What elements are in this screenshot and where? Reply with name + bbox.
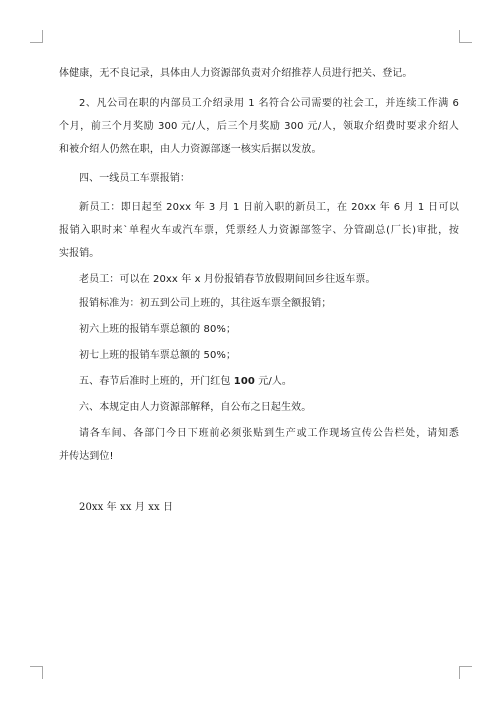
paragraph-line: 初七上班的报销车票总额的 50%； xyxy=(79,350,237,361)
paragraph-line: 请各车间、各部门今日下班前必须张贴到生产或工作现场宣传公告栏处，请知悉 xyxy=(79,428,459,439)
bonus-text: 五、春节后准时上班的，开门红包 xyxy=(79,376,231,387)
paragraph-line: 和被介绍人仍然在职，由人力资源部逐一核实后据以发放。 xyxy=(59,144,322,155)
paragraph-line: 初六上班的报销车票总额的 80%； xyxy=(79,324,237,335)
paragraph-line: 实报销。 xyxy=(59,248,100,259)
bonus-unit: 元/人。 xyxy=(254,376,293,387)
paragraph-line: 2、凡公司在职的内部员工介绍录用 1 名符合公司需要的社会工，并连续工作满 6 xyxy=(79,98,459,109)
paragraph-line: 个月，前三个月奖励 300 元/人，后三个月奖励 300 元/人，领取介绍费时要求介绍人 xyxy=(59,121,459,132)
paragraph-line: 报销入职时来`单程火车或汽车票，凭票经人力资源部签字、分管副总(厂长)审批，按 xyxy=(59,225,459,236)
section-heading: 六、本规定由人力资源部解释，自公布之日起生效。 xyxy=(79,402,312,413)
crop-mark-top-right xyxy=(459,30,472,43)
paragraph-line: 新员工：即日起至 20xx 年 3 月 1 日前入职的新员工，在 20xx 年 6 月 1 日可以 xyxy=(79,202,459,213)
bonus-amount: 100 xyxy=(233,376,255,387)
crop-mark-bottom-right xyxy=(459,666,472,679)
section-heading: 四、一线员工车票报销： xyxy=(79,173,191,184)
paragraph-line: 并传达到位! xyxy=(59,451,114,462)
paragraph-line: 报销标准为：初五到公司上班的，其往返车票全额报销； xyxy=(79,298,332,309)
crop-mark-top-left xyxy=(30,30,43,43)
paragraph-line xyxy=(79,375,459,388)
document-date: 20xx 年 xx 月 xx 日 xyxy=(79,502,174,513)
paragraph-line: 老员工：可以在 20xx 年 x 月份报销春节放假期间回乡往返车票。 xyxy=(79,274,376,285)
paragraph-line: 体健康，无不良记录，具体由人力资源部负责对介绍推荐人员进行把关、登记。 xyxy=(59,68,413,79)
crop-mark-bottom-left xyxy=(30,666,43,679)
